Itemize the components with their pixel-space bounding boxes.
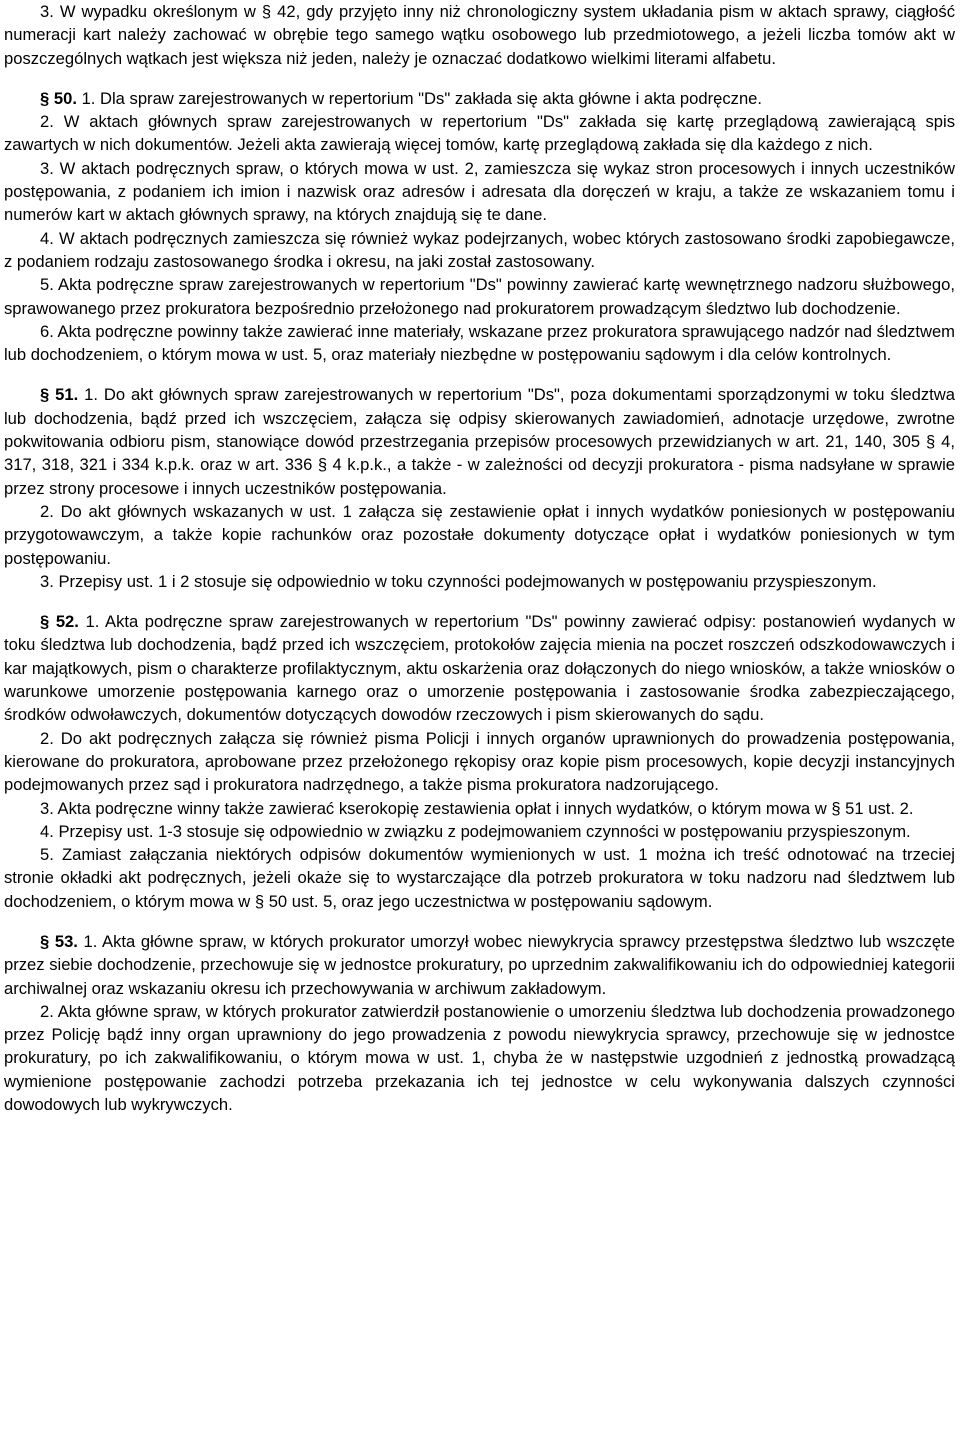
section-number: 51. [55, 385, 79, 405]
section-52-item-4: 4. Przepisy ust. 1-3 stosuje się odpowiednio w związku z podejmowaniem czynności w postępowaniu przyspieszonym. [40, 821, 911, 841]
section-53-item-1 [4, 930, 955, 1000]
section-sign: § [40, 385, 50, 405]
section-50-item-1-text: 1. Dla spraw zarejestrowanych w repertorium "Ds" zakłada się akta główne i akta podręczne. [81, 88, 763, 108]
section-51-item-1 [4, 383, 955, 499]
section-51-item-2: 2. Do akt głównych wskazanych w ust. 1 załącza się zestawienie opłat i innych wydatków poniesionych w postępowaniu przygotowawczym, a także kopie rachunków oraz pozostałe dokumenty dotyczące opłat i wydatków poniesionych w tym postępowaniu. [4, 501, 955, 568]
section-sign: § [40, 612, 50, 632]
section-52 [4, 610, 955, 913]
section-sign: § [40, 88, 50, 108]
section-number: 50. [53, 88, 77, 108]
section-50-item-5: 5. Akta podręczne spraw zarejestrowanych w repertorium "Ds" powinny zawierać kartę wewnętrznego nadzoru służbowego, sprawowanego przez prokuratora bezpośrednio przełożonego nad prokuratorem prowadzącym śledztwo lub dochodzenie. [4, 275, 955, 318]
section-50-item-1 [4, 87, 955, 110]
section-50 [4, 87, 955, 367]
paragraph-p50-3: 3. W wypadku określonym w § 42, gdy przyjęto inny niż chronologiczny system układania pism w aktach sprawy, ciągłość numeracji kart należy zachować w obrębie tego samego wątku osobowego lub przedmiotowego, a jeżeli liczba tomów akt w poszczególnych wątkach jest większa niż jeden, należy je oznaczać dodatkowo wielkimi literami alfabetu. [4, 2, 955, 68]
section-51-item-3: 3. Przepisy ust. 1 i 2 stosuje się odpowiednio w toku czynności podejmowanych w postępowaniu przyspieszonym. [40, 571, 877, 591]
section-50-item-4: 4. W aktach podręcznych zamieszcza się również wykaz podejrzanych, wobec których zastosowano środki zapobiegawcze, z podaniem rodzaju zastosowanego środka i okresu, na jaki został zastosowany. [4, 228, 955, 271]
section-sign: § [40, 931, 50, 951]
section-52-item-3: 3. Akta podręczne winny także zawierać kserokopię zestawienia opłat i innych wydatków, o którym mowa w § 51 ust. 2. [40, 798, 914, 818]
section-52-item-1-text: 1. Akta podręczne spraw zarejestrowanych w repertorium "Ds" powinny zawierać odpisy: postanowień wydanych w toku śledztwa lub dochodzenia, bądź przed ich wszczęciem, protokołów zajęcia mienia na poczet roszczeń odszkodowawczych i kar majątkowych, pism o charakterze profilaktycznym, aktu oskarżenia oraz dołączonych do niego wniosków, a także wniosków o warunkowe umorzenie postępowania karnego oraz o umorzenie postępowania i zastosowanie środka zabezpieczającego, środków odwoławczych, dokumentów dotyczących dowodów rzeczowych i pism skierowanych do sądu. [4, 612, 955, 725]
section-number: 53. [54, 931, 78, 951]
section-50-item-6: 6. Akta podręczne powinny także zawierać inne materiały, wskazane przez prokuratora sprawującego nadzór nad śledztwem lub dochodzeniem, o którym mowa w ust. 5, oraz materiały niezbędne w postępowaniu sądowym i dla celów kontrolnych. [4, 321, 955, 365]
section-52-item-2: 2. Do akt podręcznych załącza się również pisma Policji i innych organów uprawnionych do prowadzenia postępowania, kierowane do prokuratora, aprobowane przez przełożonego rękopisy oraz kopie pism procesowych, kopie decyzji instancyjnych podejmowanych przez sąd i prokuratora nadrzędnego, a także pisma prokuratora nadzorującego. [4, 728, 955, 795]
section-52-item-5: 5. Zamiast załączania niektórych odpisów dokumentów wymienionych w ust. 1 można ich treść odnotować na trzeciej stronie okładki akt podręcznych, jeżeli okaże się to wystarczające dla potrzeb prokuratora w toku nadzoru nad śledztwem lub dochodzeniem, o którym mowa w § 50 ust. 5, oraz jego uczestnictwa w postępowaniu sądowym. [4, 845, 955, 911]
section-53 [4, 930, 955, 1116]
section-52-item-1 [4, 610, 955, 726]
section-50-item-3: 3. W aktach podręcznych spraw, o których mowa w ust. 2, zamieszcza się wykaz stron procesowych i innych uczestników postępowania, z podaniem ich imion i nazwisk oraz adresów i adresata dla doręczeń w kraju, a także ze wskazaniem tomu i numerów kart w aktach głównych sprawy, na których znajdują się te dane. [4, 158, 955, 225]
section-51-item-1-text: 1. Do akt głównych spraw zarejestrowanych w repertorium "Ds", poza dokumentami sporządzonymi w toku śledztwa lub dochodzenia, bądź przed ich wszczęciem, załącza się odpisy skierowanych zawiadomień, adnotacje urzędowe, zwrotne pokwitowania odbioru pism, stanowiące dowód przestrzegania przepisów procesowych przewidzianych w art. 21, 140, 305 § 4, 317, 318, 321 i 334 k.p.k. oraz w art. 336 § 4 k.p.k., a także - w zależności od decyzji prokuratora - pisma nadsyłane w sprawie przez strony procesowe i innych uczestników postępowania. [4, 385, 955, 498]
section-number: 52. [55, 612, 79, 632]
section-53-item-1-text: 1. Akta główne spraw, w których prokurator umorzył wobec niewykrycia sprawcy przestępstwa śledztwo lub wszczęte przez siebie dochodzenie, przechowuje się w jednostce prokuratury, po uprzednim zakwalifikowaniu ich do odpowiedniej kategorii archiwalnej oraz wskazaniu okresu ich przechowywania w archiwum zakładowym. [4, 931, 955, 998]
section-53-item-2: 2. Akta główne spraw, w których prokurator zatwierdził postanowienie o umorzeniu śledztwa lub dochodzenia prowadzonego przez Policję bądź inny organ uprawniony do jego prowadzenia z powodu niewykrycia sprawcy, przechowuje się w jednostce prokuratury, po ich zakwalifikowaniu, o którym mowa w ust. 1, chyba że w następstwie uzgodnień z jednostką prowadzącą wymienione postępowanie zachodzi potrzeba przekazania ich tej jednostce w celu wykonywania dalszych czynności dowodowych lub wykrywczych. [4, 1001, 955, 1115]
section-51 [4, 383, 955, 593]
section-50-item-2: 2. W aktach głównych spraw zarejestrowanych w repertorium "Ds" zakłada się kartę przeglądową zawierającą spis zawartych w nich dokumentów. Jeżeli akta zawierają więcej tomów, kartę przeglądową zakłada się dla każdego z nich. [4, 112, 955, 155]
